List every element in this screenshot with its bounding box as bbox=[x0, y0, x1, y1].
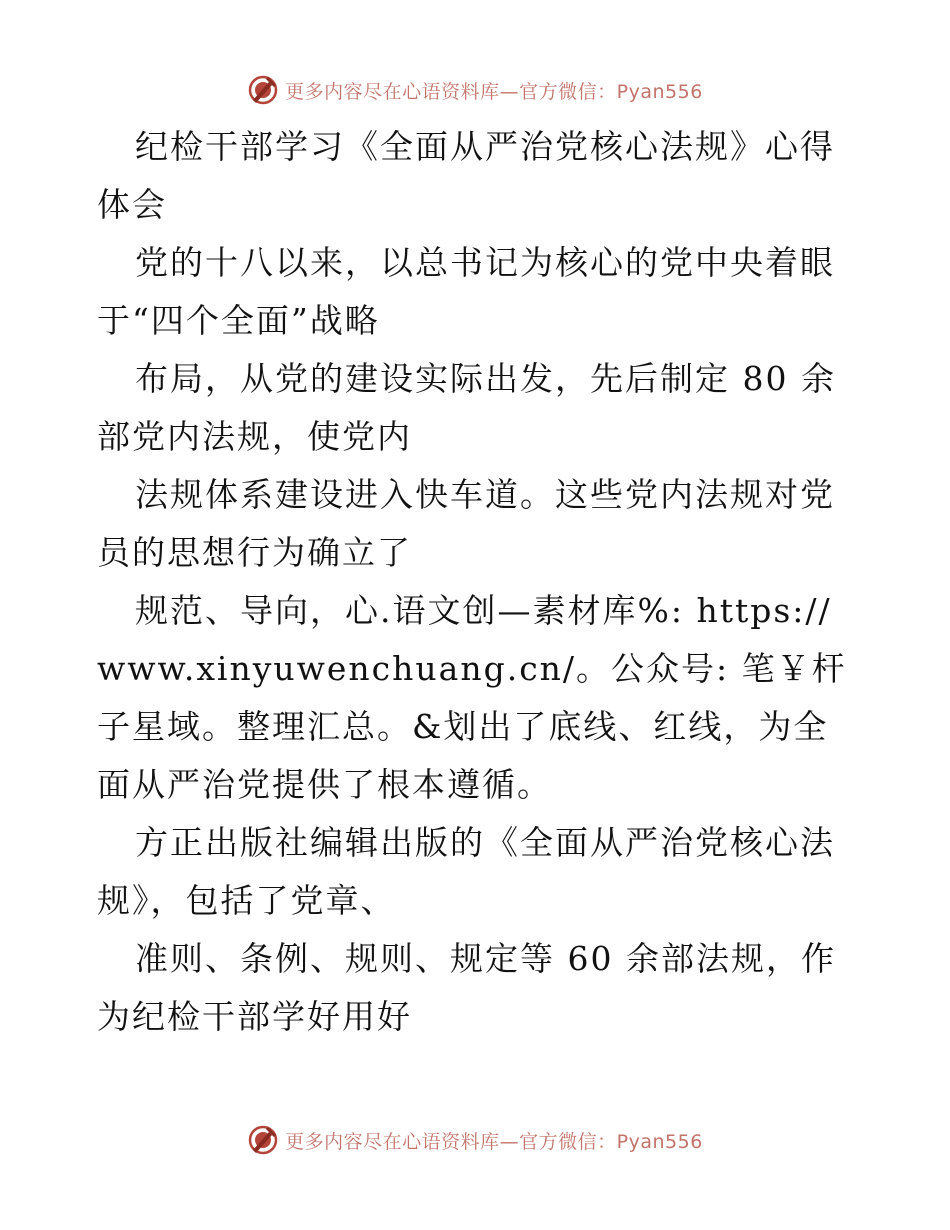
header-banner-label: 更多内容尽在心语资料库—官方微信： bbox=[285, 80, 617, 103]
paragraph: 规范、导向，心.语文创—素材库%: https://www.xinyuwenchuang.cn/。公众号: 笔￥杆子星域。整理汇总。&划出了底线、红线，为全面从严治党提供了根本遵循。 bbox=[97, 591, 847, 804]
footer-banner bbox=[0, 1120, 950, 1160]
paragraph: 准则、条例、规则、规定等 60 余部法规，作为纪检干部学好用好 bbox=[97, 939, 836, 1036]
paragraph: 布局，从党的建设实际出发，先后制定 80 余部党内法规，使党内 bbox=[97, 359, 836, 456]
paragraph: 法规体系建设进入快车道。这些党内法规对党员的思想行为确立了 bbox=[97, 475, 835, 572]
header-banner bbox=[0, 70, 950, 110]
footer-wechat-id: Pyan556 bbox=[616, 1130, 703, 1153]
header-wechat-id: Pyan556 bbox=[616, 80, 703, 103]
pen-circle-logo-icon bbox=[247, 74, 279, 106]
footer-banner-label: 更多内容尽在心语资料库—官方微信： bbox=[285, 1130, 617, 1153]
header-banner-text bbox=[285, 77, 703, 104]
document-title: 纪检干部学习《全面从严治党核心法规》心得体会 bbox=[97, 127, 835, 224]
document-body bbox=[97, 118, 857, 1046]
pen-circle-logo-icon bbox=[247, 1124, 279, 1156]
paragraph: 党的十八以来，以总书记为核心的党中央着眼于“四个全面”战略 bbox=[97, 243, 835, 340]
paragraph: 方正出版社编辑出版的《全面从严治党核心法规》，包括了党章、 bbox=[97, 823, 835, 920]
footer-banner-text bbox=[285, 1127, 703, 1154]
